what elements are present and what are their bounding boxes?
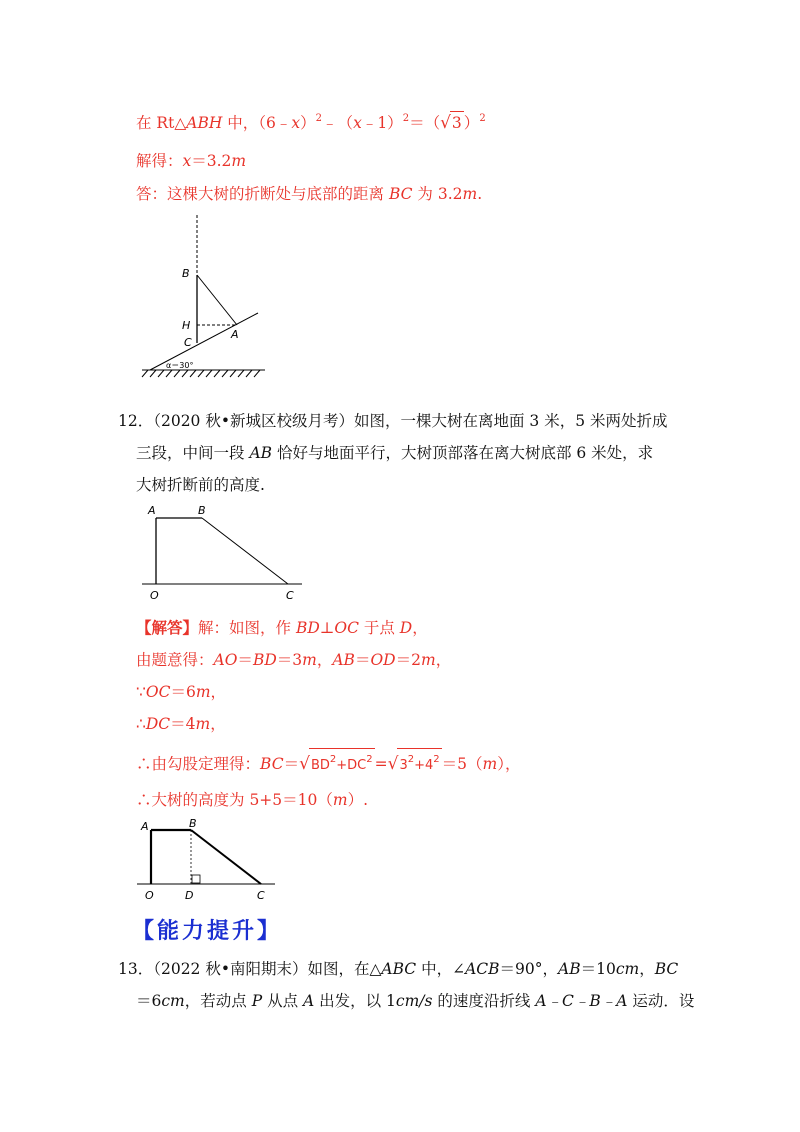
right-angle-mark: [192, 875, 200, 883]
question-13-line-2: ＝6cm，若动点 P 从点 A 出发，以 1cm/s 的速度沿折线 A﹣C﹣B﹣A 运动．设: [136, 992, 695, 1010]
label-o: O: [150, 589, 159, 602]
label-c: C: [286, 589, 294, 602]
label-h: H: [182, 319, 191, 332]
question-12-line-1: 12．（2020 秋•新城区校级月考）如图，一棵大树在离地面 3 米，5 米两处折成: [118, 412, 668, 430]
figure-tree-slope: [140, 215, 280, 385]
figure-tree-broken: [140, 500, 310, 605]
solution-12-line-1: 【解答】解：如图，作 BD⊥OC 于点 D，: [136, 618, 428, 637]
ground-hatch: [142, 370, 260, 377]
label-d: D: [185, 889, 194, 902]
question-12-line-2: 三段，中间一段 AB 恰好与地面平行，大树顶部落在离大树底部 6 米处，求: [136, 444, 654, 462]
label-a: A: [148, 504, 156, 517]
section-title: 【能力提升】: [132, 919, 283, 944]
solution-12-line-3: ∵OC＝6m，: [136, 683, 227, 701]
question-12-line-3: 大树折断前的高度.: [136, 476, 265, 494]
solution-12-line-2: 由题意得：AO＝BD＝3m，AB＝OD＝2m，: [136, 651, 452, 669]
question-13-line-1: 13．（2022 秋•南阳期末）如图，在△ABC 中，∠ACB＝90°，AB＝10cm，BC: [118, 960, 679, 978]
solution-12-line-4: ∴DC＝4m，: [136, 715, 226, 733]
solution-result: 解得：x＝3.2m: [136, 152, 247, 170]
label-a: A: [141, 820, 149, 833]
label-c: C: [257, 889, 265, 902]
label-b: B: [198, 504, 206, 517]
figure-tree-solution: [135, 812, 280, 902]
label-c: C: [184, 336, 192, 349]
solution-12-line-5: ∴由勾股定理得：$BC=√BD^2+DC^2 =√3^2+4^2 =5(m)$，: [136, 748, 521, 777]
label-angle: α＝30°: [166, 361, 194, 370]
segment-bc: [202, 518, 288, 584]
segment-ba: [197, 275, 237, 325]
solution-answer: 答：这棵大树的折断处与底部的距离 BC 为 3.2m.: [136, 185, 483, 203]
segment-bc: [191, 830, 261, 884]
label-o: O: [145, 889, 154, 902]
label-b: B: [189, 817, 197, 830]
label-b: B: [182, 267, 190, 280]
label-a: A: [231, 328, 239, 341]
solution-12-line-6: ∴大树的高度为 5+5＝10（m）.: [136, 791, 369, 809]
solution-equation: 在 Rt△ABH 中，（6﹣x）$^2$﹣（x﹣1）$^2$＝（√3 ）$^2$: [136, 113, 486, 133]
